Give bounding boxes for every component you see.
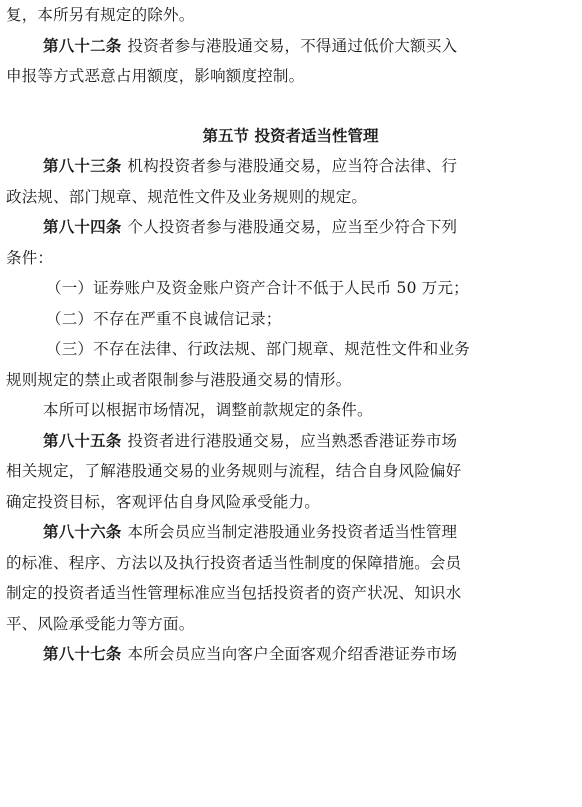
article-86-line-3: 制定的投资者适当性管理标准应当包括投资者的资产状况、知识水 (6, 584, 462, 602)
paragraph-tail-line: 复，本所另有规定的除外。 (6, 6, 195, 24)
article-84-tail: 本所可以根据市场情况，调整前款规定的条件。 (43, 401, 373, 419)
article-87-text-1: 本所会员应当向客户全面客观介绍香港证券市场 (127, 645, 458, 663)
article-83-number: 第八十三条 (43, 157, 122, 175)
article-83-line-1 (6, 151, 575, 182)
article-86-text-1: 本所会员应当制定港股通业务投资者适当性管理 (127, 523, 458, 541)
article-84-item-3-line-1: （三）不存在法律、行政法规、部门规章、规范性文件和业务 (46, 340, 470, 358)
section-title: 第五节 投资者适当性管理 (202, 126, 379, 145)
section-spacer (6, 92, 575, 121)
article-86-line-1 (6, 517, 575, 548)
article-86-number: 第八十六条 (43, 523, 122, 541)
article-84-line-1 (6, 212, 575, 243)
article-85-number: 第八十五条 (43, 431, 122, 450)
article-86-line-2: 的标准、程序、方法以及执行投资者适当性制度的保障措施。会员 (6, 553, 462, 572)
article-84-item-1: （一）证券账户及资金账户资产合计不低于人民币 50 万元； (46, 279, 469, 297)
article-84-text-1: 个人投资者参与港股通交易，应当至少符合下列 (127, 218, 458, 236)
article-87-number: 第八十七条 (43, 645, 122, 663)
article-84-item-3-line-2: 规则规定的禁止或者限制参与港股通交易的情形。 (6, 370, 352, 389)
article-82-line-1 (6, 31, 575, 62)
article-82-number: 第八十二条 (43, 36, 122, 55)
article-82-line-2: 申报等方式恶意占用额度，影响额度控制。 (6, 67, 305, 85)
article-86-line-4: 平、风险承受能力等方面。 (6, 614, 195, 633)
article-87-line-1 (6, 639, 575, 670)
article-83-line-2: 政法规、部门规章、规范性文件及业务规则的规定。 (6, 187, 368, 206)
article-83-text-1: 机构投资者参与港股通交易，应当符合法律、行 (127, 157, 458, 175)
article-84-number: 第八十四条 (43, 218, 122, 236)
article-82-text-1: 投资者参与港股通交易，不得通过低价大额买入 (127, 36, 458, 55)
article-85-line-2: 相关规定，了解港股通交易的业务规则与流程，结合自身风险偏好 (6, 462, 462, 480)
article-85-line-1 (6, 426, 575, 457)
article-85-line-3: 确定投资目标，客观评估自身风险承受能力。 (6, 492, 321, 511)
article-85-text-1: 投资者进行港股通交易，应当熟悉香港证券市场 (127, 431, 458, 450)
article-84-item-2: （二）不存在严重不良诚信记录； (46, 309, 282, 328)
article-84-line-2: 条件： (6, 248, 54, 267)
